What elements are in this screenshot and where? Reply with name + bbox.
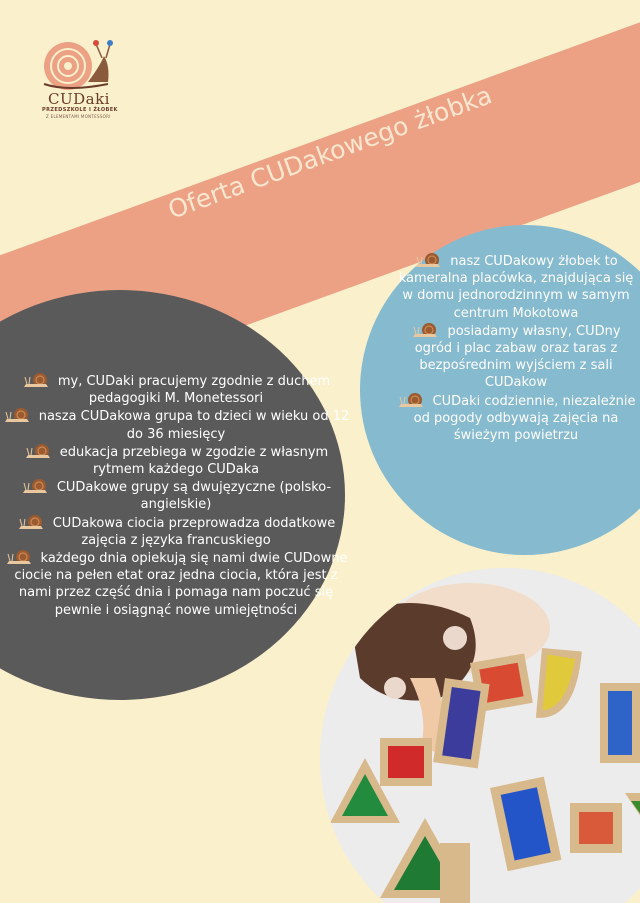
list-item [394, 392, 638, 445]
logo-name: CUDaki [48, 90, 110, 108]
snail-icon [17, 514, 47, 530]
logo-subtitle: PRZEDSZKOLE I ŻŁOBEK [42, 107, 118, 113]
list-item [0, 478, 352, 513]
snail-icon [397, 392, 427, 408]
snail-icon [24, 443, 54, 459]
snail-icon [21, 478, 51, 494]
page-title: Oferta CUDakowego żłobka [164, 80, 496, 225]
list-item-text: nasz CUDakowy żłobek to kameralna placówka, znajdująca się w domu jednorodzinnym w samym centrum Mokotowa [398, 254, 634, 321]
list-item-text: CUDakowe grupy są dwujęzyczne (polsko-angielskie) [56, 480, 332, 513]
list-item [0, 407, 352, 442]
list-item-text: każdego dnia opiekują się nami dwie CUDowne ciocie na pełen etat oraz jedna ciocia, która jest z nami przez część dnia i pomaga nam poczuć się pewnie i osiągnąć nowe umiejętności [14, 551, 348, 618]
list-item-text: nasza CUDakowa grupa to dzieci w wieku od 12 do 36 miesięcy [38, 409, 350, 442]
list-item [0, 443, 352, 478]
snail-icon [5, 549, 35, 565]
montessori-blocks-illustration [320, 568, 640, 903]
dark-list [0, 372, 352, 619]
list-item-text: posiadamy własny, CUDny ogród i plac zabaw oraz taras z bezpośrednim wyjściem z sali CUDakow [414, 323, 621, 391]
list-item-text: CUDakowa ciocia przeprowadza dodatkowe zajęcia z języka francuskiego [52, 515, 336, 548]
list-item [0, 372, 352, 407]
photo-blocks [320, 568, 640, 903]
list-item [394, 252, 638, 322]
list-item [394, 322, 638, 392]
list-item [0, 514, 352, 549]
list-item [0, 549, 352, 619]
snail-icon [414, 252, 444, 268]
logo-tagline: Z ELEMENTAMI MONTESSORI [46, 114, 111, 119]
snail-icon [411, 322, 441, 338]
snail-icon [22, 372, 52, 388]
list-item-text: edukacja przebiega w zgodzie z własnym rytmem każdego CUDaka [59, 444, 329, 478]
list-item-text: CUDaki codziennie, niezależnie od pogody odbywają zajęcia na świeżym powietrzu [413, 393, 636, 444]
snail-icon [3, 407, 33, 423]
blue-list [394, 252, 638, 444]
list-item-text: my, CUDaki pracujemy zgodnie z duchem pedagogiki M. Monetessori [57, 374, 331, 407]
